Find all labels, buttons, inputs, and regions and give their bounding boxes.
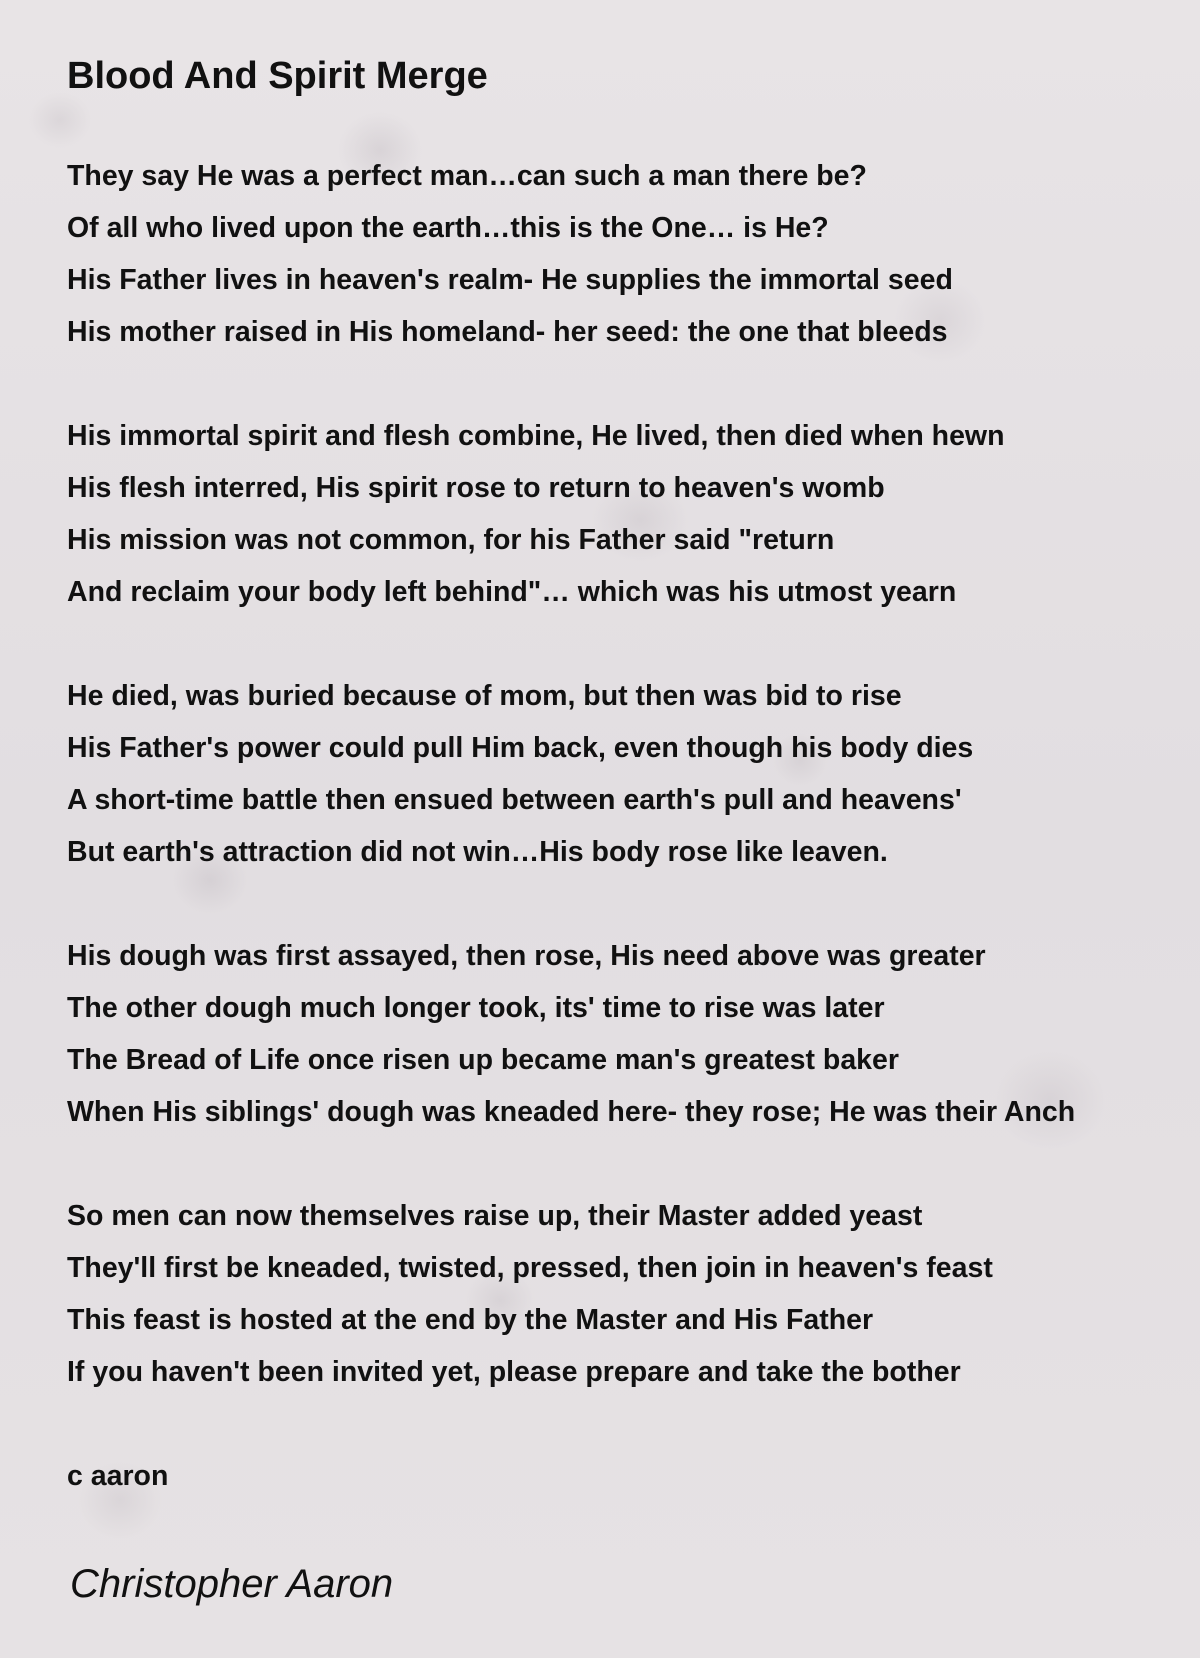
poem-line: And reclaim your body left behind"… which was his utmost yearn [67, 576, 957, 608]
poem-line: If you haven't been invited yet, please prepare and take the bother [67, 1356, 961, 1388]
poem-line: The other dough much longer took, its' time to rise was later [67, 992, 885, 1024]
poem-title: Blood And Spirit Merge [67, 55, 488, 97]
poem-line: His Father lives in heaven's realm- He supplies the immortal seed [67, 264, 953, 296]
poem-line: This feast is hosted at the end by the Master and His Father [67, 1304, 874, 1336]
poem-line: A short-time battle then ensued between earth's pull and heavens' [67, 784, 962, 816]
poem-line: His mother raised in His homeland- her seed: the one that bleeds [67, 316, 948, 348]
poem-line: But earth's attraction did not win…His body rose like leaven. [67, 836, 888, 868]
poem-line: Of all who lived upon the earth…this is the One… is He? [67, 212, 829, 244]
poem-line: When His siblings' dough was kneaded here- they rose; He was their Anch [67, 1096, 1076, 1128]
poem-line: His dough was first assayed, then rose, His need above was greater [67, 940, 986, 972]
poem-line: They'll first be kneaded, twisted, pressed, then join in heaven's feast [67, 1252, 993, 1284]
poem-author: Christopher Aaron [70, 1562, 394, 1606]
poem-signoff: c aaron [67, 1460, 169, 1492]
stanza-4 [67, 930, 1200, 1138]
poem-line: So men can now themselves raise up, their Master added yeast [67, 1200, 923, 1232]
stanza-5 [67, 1190, 1200, 1398]
poem-line: His immortal spirit and flesh combine, He lived, then died when hewn [67, 420, 1005, 452]
poem-line: The Bread of Life once risen up became man's greatest baker [67, 1044, 899, 1076]
poem-line: His flesh interred, His spirit rose to return to heaven's womb [67, 472, 885, 504]
poem-line: They say He was a perfect man…can such a man there be? [67, 160, 867, 192]
stanza-2 [67, 410, 1200, 618]
poem-line: His Father's power could pull Him back, even though his body dies [67, 732, 974, 764]
poem-body [67, 150, 1200, 1502]
poem-line: He died, was buried because of mom, but then was bid to rise [67, 680, 902, 712]
poem-line: His mission was not common, for his Father said "return [67, 524, 835, 556]
stanza-1 [67, 150, 1200, 358]
stanza-3 [67, 670, 1200, 878]
